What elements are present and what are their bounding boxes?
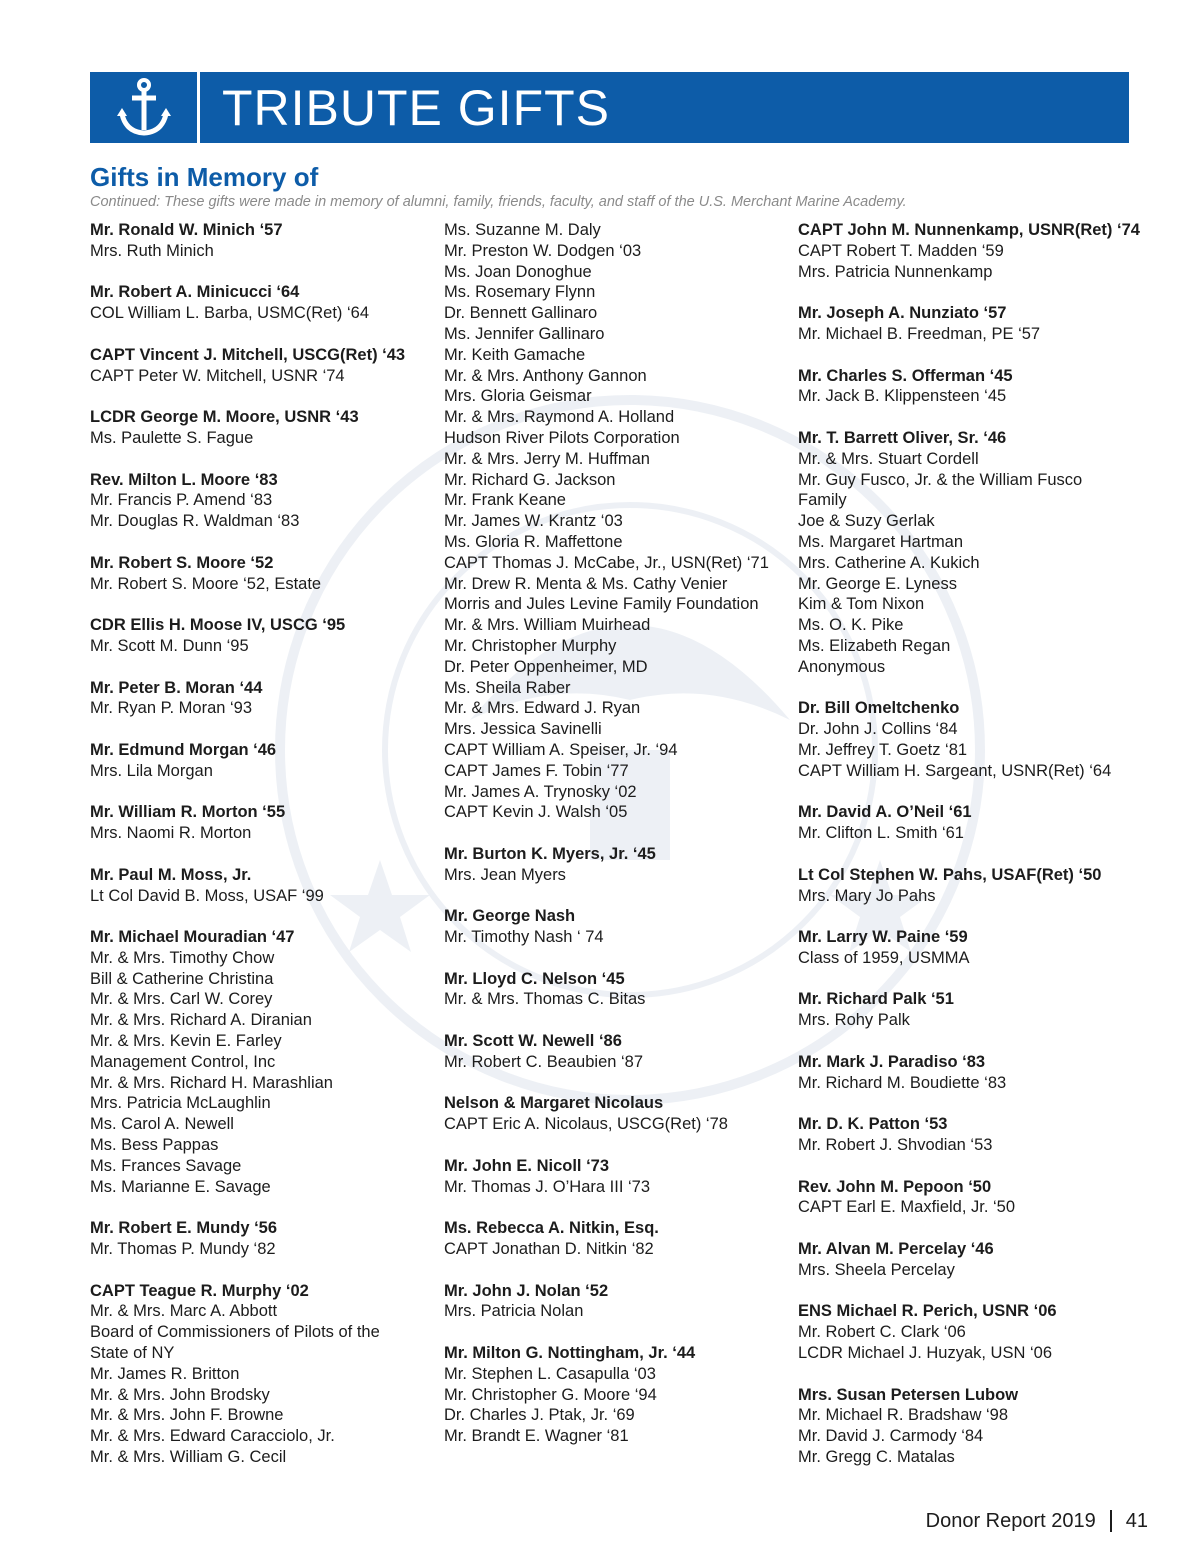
honoree-name: Mr. D. K. Patton ‘53 [798,1115,948,1134]
honoree-name: Mr. Burton K. Myers, Jr. ‘45 [444,844,656,863]
donor-name: Mr. & Mrs. William Muirhead [444,616,651,635]
donor-name: Ms. Suzanne M. Daly [444,221,601,239]
memorial-group [90,553,420,595]
donor-name: Class of 1959, USMMA [798,948,970,967]
donor-name: Mr. Stephen L. Casapulla ‘03 [444,1364,656,1383]
honoree-name: Mrs. Susan Petersen Lubow [798,1385,1019,1404]
donor-name: Mr. & Mrs. Marc A. Abbott [90,1302,278,1321]
donor-name: Mr. Preston W. Dodgen ‘03 [444,241,642,260]
donor-name: Joe & Suzy Gerlak [798,512,935,531]
memorial-group [798,1239,1138,1281]
memorial-group [90,1218,420,1260]
donor-name: Mr. Michael B. Freedman, PE ‘57 [798,324,1041,343]
honoree-name: Mr. Charles S. Offerman ‘45 [798,366,1013,385]
memorial-group [798,865,1138,907]
donor-name: Mr. James A. Trynosky ‘02 [444,782,637,801]
donor-name: Kim & Tom Nixon [798,595,925,614]
donor-name: Mr. & Mrs. Carl W. Corey [90,990,273,1009]
donor-name: Mr. & Mrs. Edward Caracciolo, Jr. [90,1427,335,1446]
memorial-group [90,740,420,782]
donor-name: Ms. Jennifer Gallinaro [444,324,605,343]
donor-name: Mr. Christopher Murphy [444,636,617,655]
donor-name: Mr. Guy Fusco, Jr. & the William Fusco [798,470,1083,489]
donor-name: Mr. Thomas J. O’Hara III ‘73 [444,1177,651,1196]
banner-divider [197,72,200,143]
donor-name: Mr. & Mrs. William G. Cecil [90,1448,287,1467]
donor-name: Mrs. Patricia Nolan [444,1302,584,1321]
memorial-group [90,407,420,449]
donor-name: Mr. David J. Carmody ‘84 [798,1427,984,1446]
donor-name: Mrs. Patricia Nunnenkamp [798,262,993,281]
donor-name: Mrs. Sheela Percelay [798,1260,955,1279]
honoree-name: Mr. Paul M. Moss, Jr. [90,865,252,884]
memorial-group [90,282,420,324]
honoree-name: Mr. Robert E. Mundy ‘56 [90,1219,278,1238]
column-1 [90,220,420,1489]
donor-name: CAPT Robert T. Madden ‘59 [798,241,1004,260]
memorial-group [90,470,420,532]
memorial-group [798,303,1138,345]
memorial-group [90,345,420,387]
memorial-group [444,1156,774,1198]
memorial-group [444,1343,774,1447]
donor-name: Ms. Marianne E. Savage [90,1177,271,1196]
memorial-group [798,698,1138,781]
honoree-name: Mr. David A. O’Neil ‘61 [798,803,972,822]
honoree-name: Mr. Peter B. Moran ‘44 [90,678,263,697]
donor-name: Anonymous [798,657,886,676]
page-footer [926,1507,1148,1535]
donor-name: Dr. Bennett Gallinaro [444,304,598,323]
donor-name: Mr. & Mrs. Anthony Gannon [444,366,647,385]
donor-name: Mr. Jeffrey T. Goetz ‘81 [798,740,968,759]
memorial-group [798,1301,1138,1363]
honoree-name: Mr. George Nash [444,907,576,926]
memorial-group [90,615,420,657]
donor-name: Mr. & Mrs. Kevin E. Farley [90,1032,282,1051]
donor-name: Mrs. Catherine A. Kukich [798,553,980,572]
memorial-group [90,678,420,720]
honoree-name: Mr. Ronald W. Minich ‘57 [90,221,283,239]
donor-name: Mr. Douglas R. Waldman ‘83 [90,512,300,531]
donor-name: Ms. Sheila Raber [444,678,571,697]
donor-name: Ms. Elizabeth Regan [798,636,951,655]
honoree-name: Mr. Robert A. Minicucci ‘64 [90,283,300,302]
honoree-name: Mr. T. Barrett Oliver, Sr. ‘46 [798,428,1007,447]
honoree-name: Nelson & Margaret Nicolaus [444,1094,664,1113]
memorial-group [90,802,420,844]
donor-name: Family [798,491,847,510]
honoree-name: Rev. Milton L. Moore ‘83 [90,470,278,489]
donor-name: Hudson River Pilots Corporation [444,428,680,447]
donor-name: Mrs. Mary Jo Pahs [798,886,936,905]
donor-name: CAPT Jonathan D. Nitkin ‘82 [444,1240,654,1259]
donor-name: Mrs. Patricia McLaughlin [90,1094,271,1113]
memorial-group [798,1052,1138,1094]
section-subtitle: Continued: These gifts were made in memory of alumni, family, friends, faculty, and staff of the U.S. Merchant Marine Academy. [90,194,907,210]
donor-name: Mr. James W. Krantz ‘03 [444,512,623,531]
donor-name: Mr. Keith Gamache [444,345,586,364]
donor-name: Ms. O. K. Pike [798,616,904,635]
donor-name: Mr. Brandt E. Wagner ‘81 [444,1427,629,1446]
donor-name: Mrs. Rohy Palk [798,1011,910,1030]
donor-name: Mrs. Naomi R. Morton [90,824,252,843]
memorial-group [444,844,774,886]
donor-name: Mr. Robert C. Beaubien ‘87 [444,1052,644,1071]
donor-name: Mr. Clifton L. Smith ‘61 [798,824,964,843]
donor-name: CAPT James F. Tobin ‘77 [444,761,629,780]
donor-name: Lt Col David B. Moss, USAF ‘99 [90,886,324,905]
donor-name: Mr. Gregg C. Matalas [798,1448,955,1467]
donor-name: Mr. Robert S. Moore ‘52, Estate [90,574,322,593]
memorial-group [444,969,774,1011]
honoree-name: CAPT Vincent J. Mitchell, USCG(Ret) ‘43 [90,345,406,364]
memorial-group [444,1031,774,1073]
honoree-name: Mr. Milton G. Nottingham, Jr. ‘44 [444,1344,696,1363]
column-3 [798,220,1138,1489]
donor-name: Management Control, Inc [90,1052,276,1071]
memorial-group [444,1281,774,1323]
honoree-name: Mr. Richard Palk ‘51 [798,990,954,1009]
memorial-group [798,1114,1138,1156]
donor-name: Ms. Margaret Hartman [798,532,964,551]
honoree-name: Mr. John J. Nolan ‘52 [444,1281,609,1300]
donor-name: Dr. Peter Oppenheimer, MD [444,657,648,676]
memorial-group [798,428,1138,678]
memorial-group [90,220,420,262]
donor-name: Ms. Frances Savage [90,1156,242,1175]
donor-name: Mr. & Mrs. Edward J. Ryan [444,699,641,718]
honoree-name: CAPT John M. Nunnenkamp, USNR(Ret) ‘74 [798,221,1140,239]
donor-name: Mr. & Mrs. Richard H. Marashlian [90,1073,333,1092]
donor-name: Mr. & Mrs. Jerry M. Huffman [444,449,650,468]
donor-name: Dr. Charles J. Ptak, Jr. ‘69 [444,1406,635,1425]
donor-name: Mr. Richard M. Boudiette ‘83 [798,1073,1007,1092]
donor-name: Mr. & Mrs. Stuart Cordell [798,449,979,468]
honoree-name: Rev. John M. Pepoon ‘50 [798,1177,992,1196]
donor-name: Mrs. Jean Myers [444,865,566,884]
memorial-group [444,906,774,948]
donor-name: Mr. & Mrs. Thomas C. Bitas [444,990,646,1009]
donor-name: Mr. James R. Britton [90,1364,240,1383]
donor-name: State of NY [90,1344,175,1363]
column-2 [444,220,774,1468]
honoree-name: Mr. Robert S. Moore ‘52 [90,553,274,572]
honoree-name: Mr. Larry W. Paine ‘59 [798,928,968,947]
memorial-group [798,802,1138,844]
honoree-name: Ms. Rebecca A. Nitkin, Esq. [444,1219,659,1238]
donor-name: COL William L. Barba, USMC(Ret) ‘64 [90,304,370,323]
donor-name: CAPT Eric A. Nicolaus, USCG(Ret) ‘78 [444,1115,728,1134]
donor-name: Mr. George E. Lyness [798,574,957,593]
donor-name: LCDR Michael J. Huzyak, USN ‘06 [798,1344,1052,1363]
anchor-icon [116,78,172,138]
honoree-name: Lt Col Stephen W. Pahs, USAF(Ret) ‘50 [798,865,1102,884]
footer-divider [1110,1510,1112,1532]
donor-name: CAPT William H. Sargeant, USNR(Ret) ‘64 [798,761,1112,780]
memorial-group [444,220,774,823]
honoree-name: Mr. Joseph A. Nunziato ‘57 [798,304,1007,323]
memorial-group [90,865,420,907]
memorial-group [90,927,420,1197]
honoree-name: Mr. William R. Morton ‘55 [90,803,286,822]
donor-name: Mr. & Mrs. John F. Browne [90,1406,284,1425]
donor-name: Mr. Michael R. Bradshaw ‘98 [798,1406,1008,1425]
honoree-name: LCDR George M. Moore, USNR ‘43 [90,408,359,427]
donor-name: Mr. Christopher G. Moore ‘94 [444,1385,657,1404]
memorial-group [798,1385,1138,1468]
donor-name: Mr. Timothy Nash ‘ 74 [444,928,604,947]
memorial-group [798,989,1138,1031]
donor-name: Mr. Frank Keane [444,491,566,510]
banner-title: TRIBUTE GIFTS [222,80,610,136]
honoree-name: Mr. Edmund Morgan ‘46 [90,740,277,759]
donor-name: Mr. & Mrs. Raymond A. Holland [444,408,675,427]
honoree-name: Mr. Scott W. Newell ‘86 [444,1032,622,1051]
donor-name: Mrs. Ruth Minich [90,241,214,260]
donor-name: Mr. Ryan P. Moran ‘93 [90,699,253,718]
donor-name: Mr. Francis P. Amend ‘83 [90,491,273,510]
donor-name: Mrs. Lila Morgan [90,761,213,780]
donor-name: Mrs. Gloria Geismar [444,387,592,406]
donor-name: Ms. Bess Pappas [90,1136,219,1155]
donor-name: Mr. Robert J. Shvodian ‘53 [798,1136,993,1155]
donor-name: Mr. Robert C. Clark ‘06 [798,1323,966,1342]
honoree-name: ENS Michael R. Perich, USNR ‘06 [798,1302,1057,1321]
page-number: 41 [1125,1510,1148,1532]
memorial-group [90,1281,420,1468]
tribute-gifts-banner [90,72,1129,143]
honoree-name: Mr. Michael Mouradian ‘47 [90,928,295,947]
memorial-group [798,1177,1138,1219]
donor-name: Mr. & Mrs. Richard A. Diranian [90,1011,312,1030]
section-title: Gifts in Memory of [90,162,319,192]
memorial-group [444,1218,774,1260]
donor-name: Mr. Drew R. Menta & Ms. Cathy Venier [444,574,728,593]
donor-name: CAPT Earl E. Maxfield, Jr. ‘50 [798,1198,1016,1217]
donor-name: Mr. Thomas P. Mundy ‘82 [90,1240,276,1259]
memorial-group [798,366,1138,408]
donor-name: Morris and Jules Levine Family Foundation [444,595,759,614]
memorial-group [444,1093,774,1135]
honoree-name: Mr. John E. Nicoll ‘73 [444,1156,610,1175]
donor-name: Ms. Gloria R. Maffettone [444,532,623,551]
anchor-icon-box [90,72,197,143]
donor-name: CAPT Kevin J. Walsh ‘05 [444,803,628,822]
donor-name: Mr. Jack B. Klippensteen ‘45 [798,387,1007,406]
donor-name: Ms. Carol A. Newell [90,1115,234,1134]
donor-name: CAPT Peter W. Mitchell, USNR ‘74 [90,366,345,385]
honoree-name: Mr. Alvan M. Percelay ‘46 [798,1240,994,1259]
donor-name: Mr. Scott M. Dunn ‘95 [90,636,249,655]
donor-name: Bill & Catherine Christina [90,969,274,988]
honoree-name: Mr. Lloyd C. Nelson ‘45 [444,969,625,988]
memorial-group [798,927,1138,969]
donor-name: Board of Commissioners of Pilots of the [90,1323,380,1342]
donor-name: CAPT Thomas J. McCabe, Jr., USN(Ret) ‘71 [444,553,769,572]
donor-name: Mr. & Mrs. Timothy Chow [90,948,275,967]
honoree-name: Dr. Bill Omeltchenko [798,699,960,718]
donor-name: Mr. & Mrs. John Brodsky [90,1385,270,1404]
donor-name: Mrs. Jessica Savinelli [444,720,602,739]
donor-name: CAPT William A. Speiser, Jr. ‘94 [444,740,678,759]
donor-name: Dr. John J. Collins ‘84 [798,720,958,739]
donor-name: Ms. Joan Donoghue [444,262,592,281]
memorial-group [798,220,1138,282]
footer-report-title: Donor Report 2019 [925,1510,1096,1532]
donor-name: Ms. Rosemary Flynn [444,283,596,302]
honoree-name: CDR Ellis H. Moose IV, USCG ‘95 [90,616,346,635]
donor-name: Mr. Richard G. Jackson [444,470,616,489]
honoree-name: CAPT Teague R. Murphy ‘02 [90,1281,309,1300]
donor-name: Ms. Paulette S. Fague [90,428,254,447]
honoree-name: Mr. Mark J. Paradiso ‘83 [798,1052,986,1071]
